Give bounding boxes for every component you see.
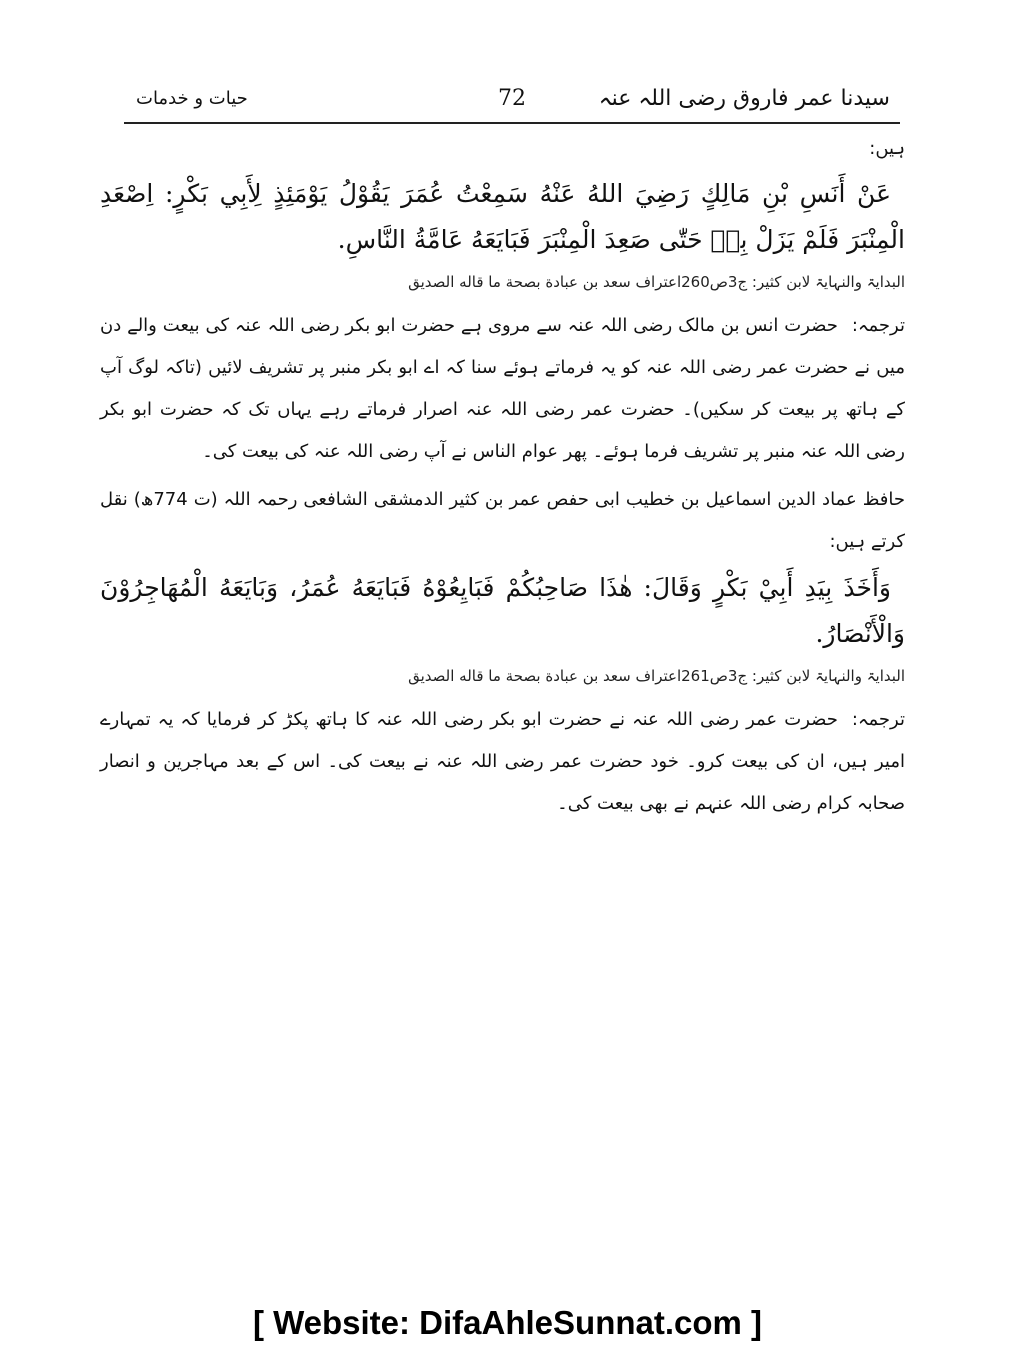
translation-2 — [100, 699, 905, 825]
header-book-title: سیدنا عمر فاروق رضی اللہ عنہ — [598, 86, 890, 111]
page-number: 72 — [498, 86, 526, 111]
translation-1-text: حضرت انس بن مالک رضی اللہ عنہ سے مروی ہے حضرت ابو بکر رضی اللہ عنہ کی بیعت والے دن میں نے حضرت عمر رضی اللہ عنہ کو یہ فرماتے ہوئے سنا کہ اے ابو بکر منبر پر تشریف لائیں (تاکہ لوگ آپ کے ہاتھ پر بیعت کر سکیں)۔ حضرت عمر رضی اللہ عنہ اصرار فرماتے رہے یہاں تک کہ حضرت ابو بکر رضی اللہ عنہ منبر پر تشریف فرما ہوئے۔ پھر عوام الناس نے آپ رضی اللہ عنہ کی بیعت کی۔ — [100, 315, 905, 462]
translation-label: ترجمہ: — [851, 709, 905, 730]
reference-1: البدایۃ والنہایۃ لابن کثیر: ج3ص260اعتراف سعد بن عبادة بصحة ما قاله الصديق — [408, 273, 905, 291]
header-subtitle: حیات و خدمات — [136, 88, 248, 109]
translation-label: ترجمہ: — [851, 315, 905, 336]
arabic-hadith-2: وَأَخَذَ بِيَدِ أَبِيْ بَكْرٍ وَقَالَ: هٰذَا صَاحِبُكُمْ فَبَايِعُوْهُ فَبَايَعَهُ عُمَرُ، وَبَايَعَهُ الْمُهَاجِرُوْنَ وَالْأَنْصَارُ. — [100, 573, 905, 648]
page-header — [124, 82, 900, 124]
translation-2-text: حضرت عمر رضی اللہ عنہ نے حضرت ابو بکر رضی اللہ عنہ کا ہاتھ پکڑ کر فرمایا کہ یہ تمہارے امیر ہیں، ان کی بیعت کرو۔ خود حضرت عمر رضی اللہ عنہ نے بیعت کی۔ اس کے بعد مہاجرین و انصار صحابہ کرام رضی اللہ عنہم نے بھی بیعت کی۔ — [100, 709, 905, 814]
intro-text: ہیں: — [869, 138, 905, 159]
arabic-hadith-1: عَنْ أَنَسِ بْنِ مَالِكٍ رَضِيَ اللهُ عَنْهُ سَمِعْتُ عُمَرَ يَقُوْلُ يَوْمَئِذٍ لِأَبِي بَكْرٍ: اِصْعَدِ الْمِنْبَرَ فَلَمْ يَزَلْ بِهٖ حَتّٰى صَعِدَ الْمِنْبَرَ فَبَايَعَهُ عَامَّةُ النَّاسِ. — [100, 179, 905, 254]
translation-1 — [100, 305, 905, 473]
page-body — [100, 138, 905, 827]
hafiz-quote-intro: حافظ عماد الدین اسماعیل بن خطیب ابی حفص عمر بن کثیر الدمشقی الشافعی رحمہ اللہ (ت 774ھ) نقل کرتے ہیں: — [100, 489, 906, 552]
website-footer: [ Website: DifaAhleSunnat.com ] — [252, 1304, 763, 1341]
reference-2: البدایۃ والنہایۃ لابن کثیر: ج3ص261اعتراف سعد بن عبادة بصحة ما قاله الصديق — [408, 667, 905, 685]
